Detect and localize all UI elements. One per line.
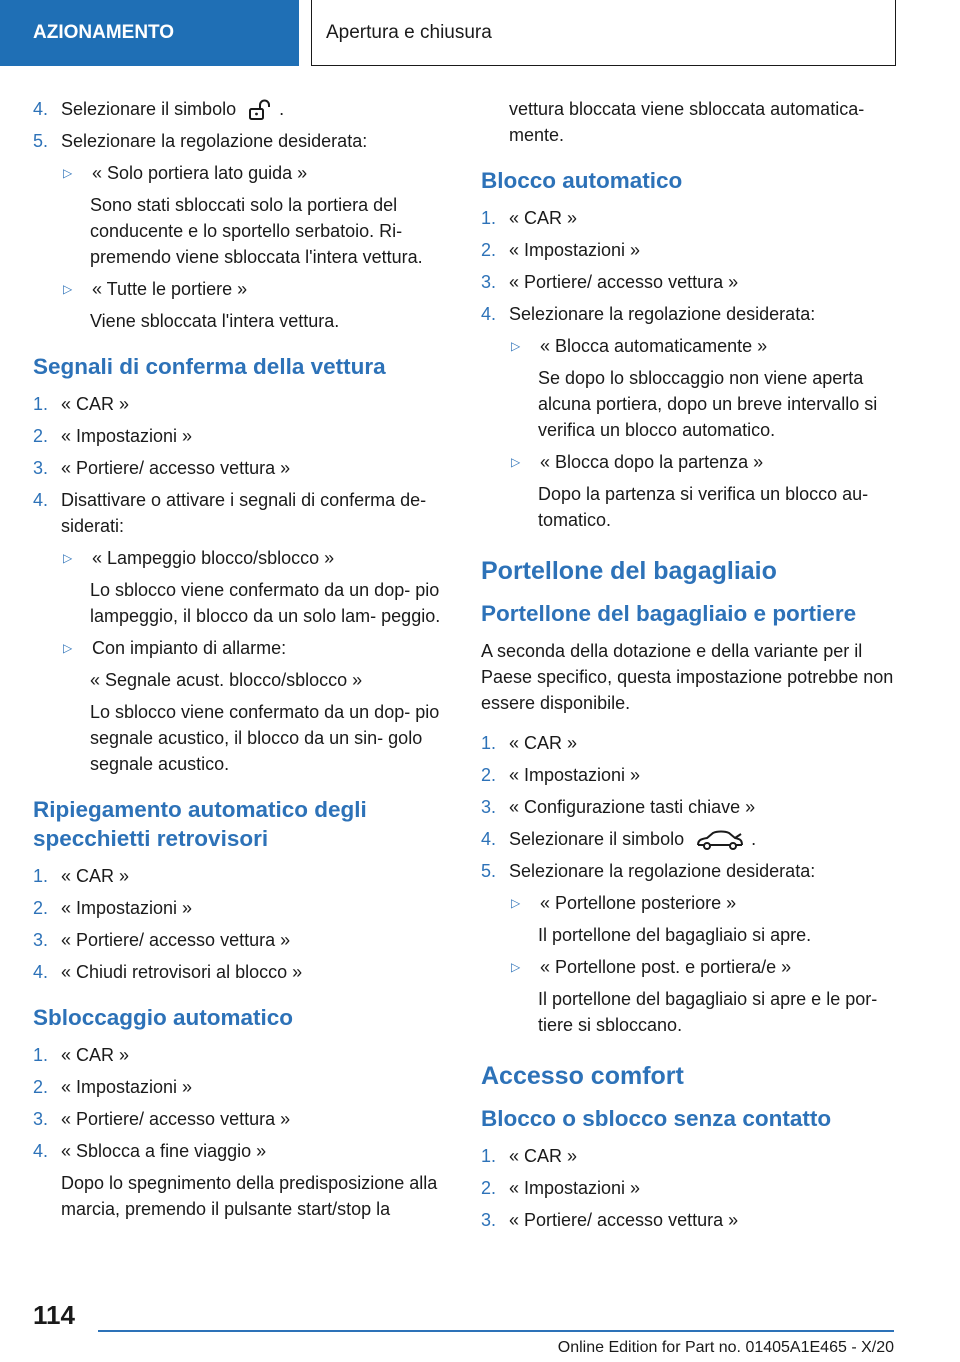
step-text: « Sblocca a fine viaggio » (61, 1141, 267, 1161)
triangle-bullet-icon: ▷ (511, 960, 521, 974)
step-number: 3. (481, 797, 497, 817)
list-item (481, 269, 896, 295)
list-item (481, 1175, 896, 1201)
step-text: « Configurazione tasti chiave » (509, 797, 756, 817)
step-number: 5. (33, 131, 49, 151)
list-item (481, 205, 896, 231)
step-number: 2. (481, 240, 497, 260)
triangle-bullet-icon: ▷ (511, 339, 521, 353)
section-heading: Blocco o sblocco senza contatto (481, 1106, 832, 1131)
chapter-heading: Portellone del bagagliaio (481, 557, 777, 585)
list-item (481, 730, 896, 756)
list-item (481, 858, 896, 884)
step-number: 4. (33, 1141, 49, 1161)
step-text: « Chiudi retrovisori al blocco » (61, 962, 303, 982)
step-text: Selezionare la regolazione desiderata: (509, 861, 816, 881)
list-item (33, 455, 445, 481)
step-text: « Impostazioni » (61, 426, 193, 446)
step-text: « Portiere/ accesso vettura » (509, 272, 739, 292)
bullet-description: Il portellone del bagagliaio si apre e le por- tiere si sbloccano. (538, 989, 878, 1035)
list-item (33, 391, 445, 417)
triangle-bullet-icon: ▷ (511, 896, 521, 910)
unlock-icon (247, 99, 273, 121)
bullet-item (509, 333, 896, 359)
list-item (481, 762, 896, 788)
list-item (33, 1138, 445, 1164)
triangle-bullet-icon: ▷ (63, 551, 73, 565)
triangle-bullet-icon: ▷ (63, 641, 73, 655)
list-item (33, 959, 445, 985)
header-title: Apertura e chiusura (311, 0, 896, 66)
step-text: « CAR » (61, 1045, 130, 1065)
step-text: « CAR » (509, 733, 578, 753)
left-column (33, 96, 445, 1228)
step-text: « CAR » (509, 208, 578, 228)
step-number: 1. (481, 208, 497, 228)
section-heading: Sbloccaggio automatico (33, 1005, 294, 1030)
section-heading: Segnali di conferma della vettura (33, 354, 386, 379)
list-item (33, 128, 445, 154)
bullet-description: Dopo la partenza si verifica un blocco au- tomatico. (538, 484, 869, 530)
step-number: 1. (33, 1045, 49, 1065)
step-number: 4. (33, 962, 49, 982)
step-number: 1. (481, 733, 497, 753)
step-text: « Impostazioni » (509, 1178, 641, 1198)
bullet-item (61, 160, 445, 186)
step-number: 3. (33, 458, 49, 478)
triangle-bullet-icon: ▷ (63, 282, 73, 296)
bullet-text: « Solo portiera lato guida » (92, 163, 308, 183)
step-text: « Impostazioni » (61, 898, 193, 918)
step-number: 3. (33, 1109, 49, 1129)
step-number: 2. (481, 765, 497, 785)
step-text: Selezionare la regolazione desiderata: (61, 131, 368, 151)
list-item (33, 487, 445, 539)
list-item (33, 423, 445, 449)
list-item (33, 1106, 445, 1132)
step-text: « CAR » (509, 1146, 578, 1166)
triangle-bullet-icon: ▷ (63, 166, 73, 180)
step-text-after: . (279, 99, 285, 119)
chapter-heading: Accesso comfort (481, 1062, 684, 1090)
step-number: 5. (481, 861, 497, 881)
list-item (33, 927, 445, 953)
list-item (481, 1207, 896, 1233)
paragraph: A seconda della dotazione e della variante per il Paese specifico, questa impostazione potrebbe non essere disponibile. (481, 641, 894, 713)
step-text: « Portiere/ accesso vettura » (61, 1109, 291, 1129)
bullet-text: « Tutte le portiere » (92, 279, 248, 299)
list-item (33, 863, 445, 889)
list-item (481, 826, 896, 852)
bullet-description: Sono stati sbloccati solo la portiera del conducente e lo sportello serbatoio. Ri- premendo viene sbloccata l'intera vettura. (90, 195, 423, 267)
section-heading: Portellone del bagagliaio e portiere (481, 601, 857, 626)
step-number: 4. (33, 490, 49, 510)
step-number: 2. (33, 1077, 49, 1097)
list-item (481, 794, 896, 820)
step-text: « CAR » (61, 866, 130, 886)
list-item (481, 301, 896, 327)
step-number: 1. (33, 866, 49, 886)
right-column (481, 96, 896, 1239)
step-note: Dopo lo spegnimento della predisposizione alla marcia, premendo il pulsante start/stop la (61, 1173, 438, 1219)
step-number: 1. (481, 1146, 497, 1166)
step-text: « Portiere/ accesso vettura » (509, 1210, 739, 1230)
section-heading: Ripiegamento automatico degli specchietti retrovisori (33, 797, 367, 851)
step-text: « Impostazioni » (61, 1077, 193, 1097)
bullet-item (509, 954, 896, 980)
step-number: 3. (33, 930, 49, 950)
step-text: « Portiere/ accesso vettura » (61, 458, 291, 478)
step-number: 2. (33, 426, 49, 446)
bullet-description: Se dopo lo sbloccaggio non viene aperta alcuna portiera, dopo un breve intervallo si verifica un blocco automatico. (538, 368, 878, 440)
step-number: 4. (33, 99, 49, 119)
bullet-description: Lo sblocco viene confermato da un dop- pio lampeggio, il blocco da un solo lam- peggio. (90, 580, 441, 626)
list-item (33, 895, 445, 921)
bullet-description: Viene sbloccata l'intera vettura. (90, 311, 340, 331)
step-number: 3. (481, 1210, 497, 1230)
step-text: Selezionare la regolazione desiderata: (509, 304, 816, 324)
step-text: « CAR » (61, 394, 130, 414)
page-number: 114 (33, 1300, 75, 1330)
header-section: AZIONAMENTO (0, 0, 299, 66)
list-item (33, 1074, 445, 1100)
bullet-item (509, 890, 896, 916)
bullet-text: « Lampeggio blocco/sblocco » (92, 548, 335, 568)
list-item (481, 1143, 896, 1169)
step-number: 3. (481, 272, 497, 292)
bullet-text: « Blocca automaticamente » (540, 336, 768, 356)
triangle-bullet-icon: ▷ (511, 455, 521, 469)
bullet-item (509, 449, 896, 475)
step-text: Disattivare o attivare i segnali di conferma de- siderati: (61, 490, 427, 536)
list-item (481, 237, 896, 263)
footer-text: Online Edition for Part no. 01405A1E465 - X/20 (557, 1339, 894, 1356)
footer-divider (98, 1330, 894, 1332)
step-number: 4. (481, 829, 497, 849)
bullet-text: Con impianto di allarme: (92, 638, 287, 658)
step-number: 4. (481, 304, 497, 324)
bullet-description: Il portellone del bagagliaio si apre. (538, 925, 812, 945)
step-text: Selezionare il simbolo (509, 829, 685, 849)
step-text-after: . (751, 829, 757, 849)
step-number: 2. (33, 898, 49, 918)
bullet-text: « Portellone post. e portiera/e » (540, 957, 792, 977)
list-item (33, 1042, 445, 1068)
bullet-text: « Blocca dopo la partenza » (540, 452, 764, 472)
bullet-item (61, 545, 445, 571)
step-text: « Impostazioni » (509, 765, 641, 785)
bullet-item (61, 276, 445, 302)
step-number: 2. (481, 1178, 497, 1198)
bullet-item (61, 635, 445, 661)
list-item (33, 96, 445, 122)
bullet-description: « Segnale acust. blocco/sblocco » (90, 670, 363, 690)
bullet-text: « Portellone posteriore » (540, 893, 737, 913)
step-number: 1. (33, 394, 49, 414)
step-text: Selezionare il simbolo (61, 99, 237, 119)
step-text: « Portiere/ accesso vettura » (61, 930, 291, 950)
car-trunk-icon (695, 829, 745, 851)
step-text: « Impostazioni » (509, 240, 641, 260)
continued-text: vettura bloccata viene sbloccata automatica- mente. (509, 99, 865, 145)
bullet-description: Lo sblocco viene confermato da un dop- pio segnale acustico, il blocco da un sin- golo segnale acustico. (90, 702, 440, 774)
section-heading: Blocco automatico (481, 168, 683, 193)
